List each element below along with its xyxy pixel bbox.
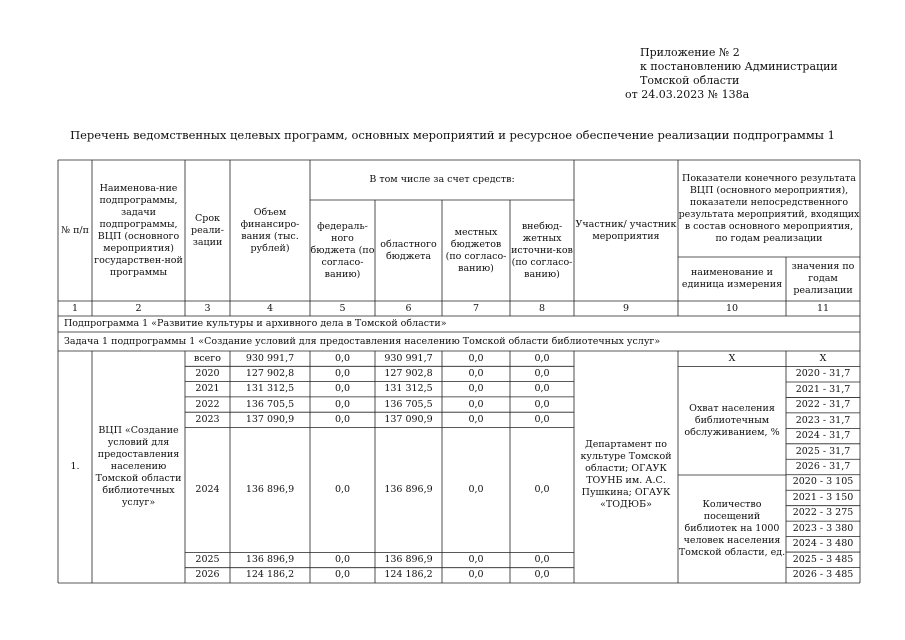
finance-regional: 124 186,2 [384, 569, 433, 581]
header-volume: Объем финансиро-вания (тыс. рублей) [240, 206, 300, 254]
finance-local: 0,0 [468, 383, 484, 395]
finance-year: 2021 [195, 383, 220, 395]
finance-extra: 0,0 [534, 383, 550, 395]
indicator-coverage-value: 2021 - 31,7 [795, 383, 851, 395]
column-number: 8 [538, 302, 546, 314]
finance-volume: 137 090,9 [245, 413, 295, 425]
resolution-ref: к постановлению Администрации [640, 60, 838, 73]
finance-regional: 136 896,9 [384, 554, 433, 566]
indicator-coverage-value: 2024 - 31,7 [795, 430, 851, 442]
finance-local: 0,0 [468, 367, 484, 379]
document-title: Перечень ведомственных целевых программ, основных мероприятий и ресурсное обеспечение реализации подпрограммы 1 [70, 128, 835, 142]
column-number: 4 [266, 302, 274, 314]
indicator-visits-value: 2024 - 3 480 [792, 538, 854, 550]
header-name: Наименова-ние подпрограммы, задачи подпрограммы, ВЦП (основного мероприятия) государствен-ной программы [94, 182, 183, 278]
finance-federal: 0,0 [334, 413, 351, 425]
indicator-visits-value: 2026 - 3 485 [792, 569, 854, 581]
finance-volume: 131 312,5 [245, 383, 295, 395]
finance-local: 0,0 [468, 352, 484, 364]
x-mark-name: Х [728, 352, 736, 364]
header-federal: федераль-ного бюджета (по согласо-ванию) [310, 220, 375, 280]
indicator-coverage-value: 2022 - 31,7 [795, 399, 851, 411]
resolution-date: от 24.03.2023 № 138а [625, 88, 750, 101]
finance-extra: 0,0 [534, 367, 550, 379]
finance-extra: 0,0 [534, 352, 550, 364]
finance-volume: 136 705,5 [245, 398, 295, 410]
finance-local: 0,0 [468, 398, 484, 410]
indicator-coverage-value: 2023 - 31,7 [795, 414, 851, 426]
header-local: местных бюджетов (по согласо-ванию) [445, 226, 507, 274]
column-number: 10 [725, 302, 739, 314]
indicator-visits-value: 2021 - 3 150 [792, 491, 854, 503]
finance-local: 0,0 [468, 413, 484, 425]
column-number: 11 [816, 302, 830, 314]
header-indicators-group: Показатели конечного результата ВЦП (основного мероприятия), показатели непосредственного результата мероприятий, входящих в состав основного мероприятия, по годам реализации [678, 172, 860, 244]
finance-year: 2020 [195, 367, 220, 379]
finance-extra: 0,0 [534, 398, 550, 410]
finance-regional: 131 312,5 [384, 383, 433, 395]
finance-extra: 0,0 [534, 569, 550, 581]
appendix-label: Приложение № 2 [640, 46, 740, 59]
indicator-visits: Количество посещений библиотек на 1000 человек населения Томской области, ед. [678, 499, 786, 558]
indicator-coverage-value: 2025 - 31,7 [795, 445, 851, 457]
finance-volume: 127 902,8 [245, 367, 295, 379]
finance-regional: 137 090,9 [384, 413, 433, 425]
indicator-visits-value: 2023 - 3 380 [792, 522, 854, 534]
finance-federal: 0,0 [334, 483, 351, 495]
participant-cell: Департамент по культуре Томской области; ОГАУК ТОУНБ им. А.С. Пушкина; ОГАУК «ТОДЮБ» [580, 439, 672, 510]
item-number: 1. [70, 461, 80, 472]
header-sources-group: В том числе за счет средств: [369, 174, 515, 185]
column-number: 6 [405, 302, 412, 314]
finance-federal: 0,0 [334, 383, 351, 395]
finance-extra: 0,0 [534, 554, 550, 566]
finance-year: 2025 [195, 554, 220, 566]
column-number: 3 [204, 302, 211, 314]
finance-regional: 127 902,8 [384, 367, 433, 379]
subprogram-row: Подпрограмма 1 «Развитие культуры и архивного дела в Томской области» [64, 318, 447, 329]
header-indicator-name: наименование и единица измерения [681, 267, 783, 290]
item-name: ВЦП «Создание условий для предоставления населению Томской области библиотечных услуг» [95, 425, 182, 508]
x-mark-values: Х [819, 352, 827, 364]
indicator-visits-value: 2020 - 3 105 [792, 476, 854, 488]
header-regional: областного бюджета [380, 238, 437, 262]
finance-extra: 0,0 [534, 413, 550, 425]
finance-regional: 136 705,5 [384, 398, 433, 410]
column-number: 5 [339, 302, 346, 314]
region-ref: Томской области [640, 74, 740, 87]
indicator-visits-value: 2025 - 3 485 [792, 553, 854, 565]
column-number: 2 [135, 302, 142, 314]
finance-year: 2024 [195, 483, 220, 495]
indicator-coverage: Охват населения библиотечным обслуживанием, % [684, 402, 780, 438]
finance-local: 0,0 [468, 483, 484, 495]
finance-year: 2023 [195, 413, 220, 425]
finance-year: 2026 [195, 569, 220, 581]
indicator-coverage-value: 2020 - 31,7 [795, 368, 851, 380]
finance-federal: 0,0 [334, 554, 351, 566]
finance-regional: 136 896,9 [384, 483, 433, 495]
indicator-visits-value: 2022 - 3 275 [792, 507, 854, 519]
header-extra: внебюд-жетных источни-ков (по согласо-ванию) [511, 220, 573, 280]
indicator-coverage-value: 2026 - 31,7 [795, 461, 851, 472]
header-indicator-values: значения по годам реализации [791, 261, 855, 296]
finance-local: 0,0 [468, 554, 484, 566]
task-row: Задача 1 подпрограммы 1 «Создание условий для предоставления населению Томской области библиотечных услуг» [64, 335, 661, 347]
finance-local: 0,0 [468, 569, 484, 581]
finance-federal: 0,0 [334, 367, 351, 379]
finance-volume: 124 186,2 [245, 569, 295, 581]
finance-federal: 0,0 [334, 398, 351, 410]
column-number: 1 [71, 302, 79, 314]
finance-federal: 0,0 [334, 352, 351, 364]
column-number: 7 [472, 302, 480, 314]
column-number: 9 [622, 302, 630, 314]
finance-regional: 930 991,7 [384, 352, 433, 364]
finance-year: 2022 [195, 398, 220, 410]
finance-volume: 136 896,9 [245, 554, 295, 566]
finance-volume: 930 991,7 [245, 352, 295, 364]
finance-year: всего [194, 352, 221, 364]
header-num: № п/п [61, 224, 89, 236]
header-term: Срок реали-зации [191, 212, 224, 248]
finance-extra: 0,0 [534, 483, 550, 495]
finance-volume: 136 896,9 [245, 483, 295, 495]
header-participant: Участник/ участник мероприятия [575, 218, 677, 242]
finance-federal: 0,0 [334, 569, 351, 581]
